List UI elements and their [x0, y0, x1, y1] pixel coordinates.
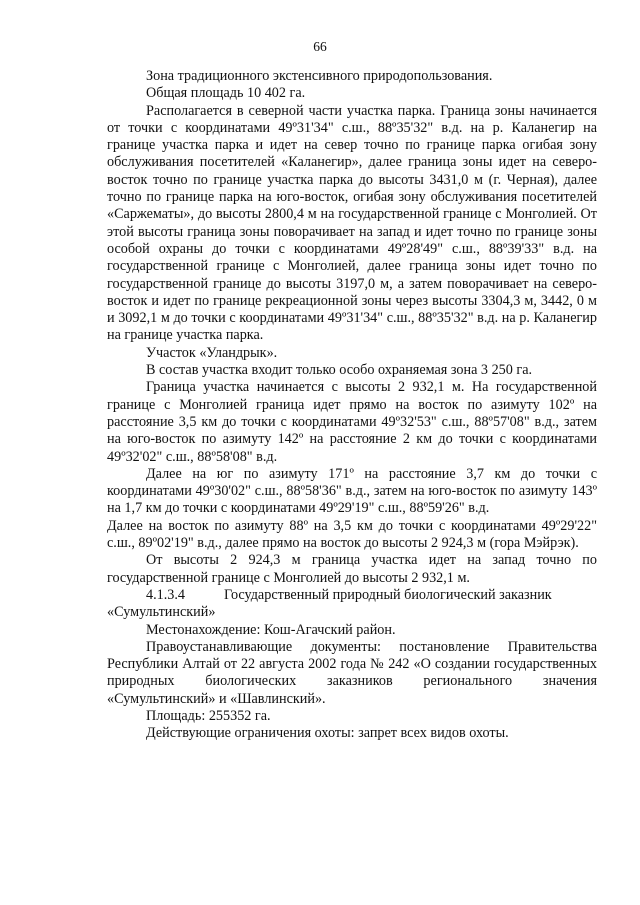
document-body [107, 68, 597, 743]
page-number: 66 [313, 39, 327, 54]
section-title-line2: «Сумультинский» [107, 604, 216, 621]
zone-title-paragraph: Зона традиционного экстенсивного природопользования. [146, 68, 493, 84]
ulandryk-east-paragraph: Далее на восток по азимуту 88º на 3,5 км до точки с координатами 49º29'22" с.ш., 89º02'19" в.д., далее прямо на восток до высоты 2 924,3 м (гора Мэйрэк). [107, 517, 597, 552]
zone-boundary-paragraph: Располагается в северной части участка парка. Граница зоны начинается от точки с координатами 49º31'34" с.ш., 88º35'32" в.д. на р. Каланегир на границе участка парка и идет на север точно по границе парка огибая зону обслуживания посетителей «Каланегир», далее граница зоны идет на северо-восток точно по границе участка парка до высоты 3431,0 м (г. Черная), далее точно по границе парка на юго-восток, огибая зону обслуживания посетителей «Саржематы», до высоты 2800,4 м на государственной границе с Монголией. От этой высоты граница зоны поворачивает на запад и идет точно по границе зоны особой охраны до точки с координатами 49º28'49" с.ш., 88º39'33" в.д. на государственной границе с Монголией, далее граница зоны идет точно по государственной границе до высоты 3197,0 м, а затем поворачивает на северо-восток и идет по границе рекреационной зоны через высоты 3304,3 м, 3442, 0 м и 3092,1 м до точки с координатами 49º31'34" с.ш., 88º35'32" в.д. на р. Каланегир на границе участка парка. [107, 102, 597, 344]
section-number: 4.1.3.4 [146, 586, 186, 603]
area-paragraph: Площадь: 255352 га. [146, 707, 271, 724]
ulandryk-south-paragraph: Далее на юг по азимуту 171º на расстояние 3,7 км до точки с координатами 49º30'02" с.ш., 88º58'36" в.д., затем на юго-восток по азимуту 143º на 1,7 км до точки с координатами 49º29'19" с.ш., 88º59'26" в.д. [107, 465, 597, 517]
zone-area-paragraph: Общая площадь 10 402 га. [146, 85, 306, 102]
ulandryk-area-paragraph: В состав участка входит только особо охраняемая зона 3 250 га. [146, 362, 533, 379]
ulandryk-west-paragraph: От высоты 2 924,3 м граница участка идет на запад точно по государственной границе с Монголией до высоты 2 932,1 м. [107, 552, 597, 586]
legal-documents-paragraph: Правоустанавливающие документы: постановление Правительства Республики Алтай от 22 августа 2002 года № 242 «О создании государственных природных биологических заказников регионального значения «Сумультинский» и «Шавлинский». [107, 638, 597, 707]
ulandryk-title-paragraph: Участок «Уландрык». [146, 344, 278, 361]
location-paragraph: Местонахождение: Кош-Агачский район. [146, 621, 396, 638]
hunting-restrictions-paragraph: Действующие ограничения охоты: запрет всех видов охоты. [146, 725, 509, 742]
section-title-line1: Государственный природный биологический заказник [224, 586, 552, 603]
section-heading [107, 587, 597, 604]
ulandryk-boundary-paragraph: Граница участка начинается с высоты 2 932,1 м. На государственной границе с Монголией граница идет прямо на восток по азимуту 102º на расстояние 3,5 км до точки с координатами 49º32'53" с.ш., 88º57'08" в.д., затем на юго-восток по азимуту 142º на расстояние 2 км до точки с координатами 49º32'02" с.ш., 88º58'08" в.д. [107, 379, 597, 465]
